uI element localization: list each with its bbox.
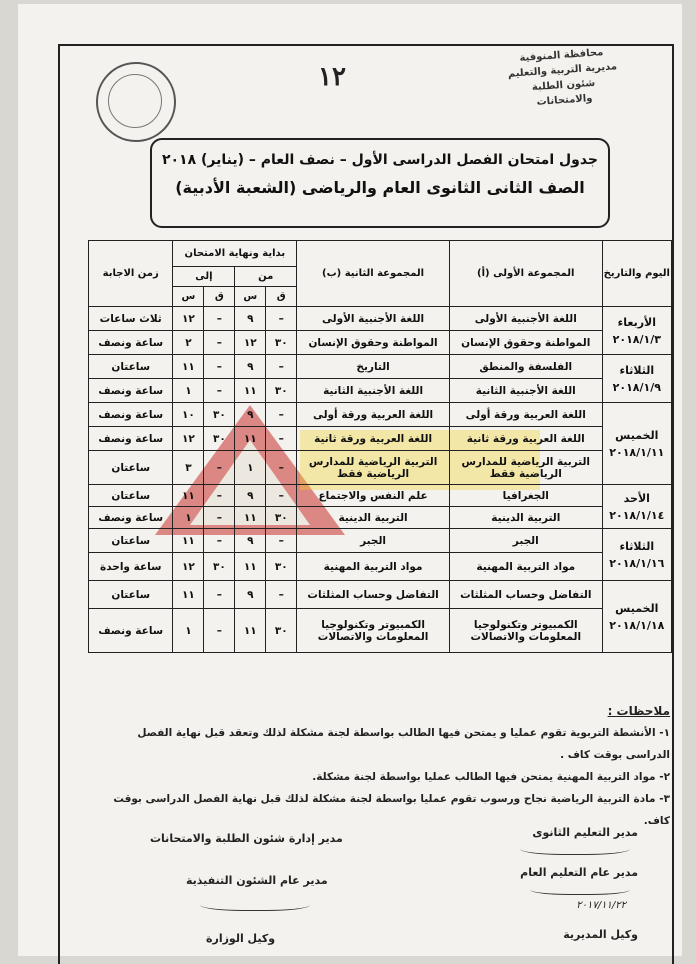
group2-subject: الكمبيوتر وتكنولوجيا المعلومات والاتصالات	[297, 609, 450, 653]
note-item-2: ٢- مواد التربية المهنية يمتحن فيها الطالب عمليا بواسطة لجنة مشكلة.	[312, 771, 670, 783]
day-cell	[602, 485, 671, 529]
day-cell	[602, 529, 671, 581]
to-minute: ٣٠	[204, 403, 235, 427]
group2-subject: علم النفس والاجتماع	[297, 485, 450, 507]
to-hour: ١١	[173, 581, 204, 609]
day-date: ٢٠١٨/١/٩	[612, 380, 661, 394]
group1-subject: التربية الرياضية للمدارس الرياضية فقط	[449, 451, 602, 485]
handwritten-signature-icon	[200, 896, 310, 911]
header-from-minute: ق	[266, 287, 297, 307]
from-hour: ٩	[235, 485, 266, 507]
duration: ساعة ونصف	[89, 331, 173, 355]
duration: ساعة ونصف	[89, 379, 173, 403]
seal-inner-ring	[108, 74, 162, 128]
group1-subject: الفلسفة والمنطق	[449, 355, 602, 379]
day-date: ٢٠١٨/١/١٤	[609, 508, 665, 522]
to-hour: ١٢	[173, 553, 204, 581]
to-minute: –	[204, 609, 235, 653]
group1-subject: اللغة العربية ورقة ثانية	[449, 427, 602, 451]
day-cell	[602, 581, 671, 653]
day-name: الثلاثاء	[619, 363, 655, 377]
official-seal-stamp	[96, 62, 176, 142]
table-row	[89, 609, 672, 653]
duration: ساعتان	[89, 529, 173, 553]
handwritten-signature-icon	[530, 882, 630, 895]
duration: ساعة ونصف	[89, 403, 173, 427]
header-to-minute: ق	[204, 287, 235, 307]
from-hour: ١٢	[235, 331, 266, 355]
from-minute: ٣٠	[266, 331, 297, 355]
to-minute: –	[204, 331, 235, 355]
day-name: الخميس	[615, 601, 659, 615]
to-hour: ١٢	[173, 307, 204, 331]
from-hour: ٩	[235, 581, 266, 609]
day-date: ٢٠١٨/١/١٨	[609, 618, 665, 632]
to-minute: –	[204, 507, 235, 529]
header-to-hour: س	[173, 287, 204, 307]
day-name: الخميس	[615, 428, 659, 442]
table-row	[89, 427, 672, 451]
group2-subject: التربية الرياضية للمدارس الرياضية فقط	[297, 451, 450, 485]
group2-subject: الجبر	[297, 529, 450, 553]
duration: ساعة ونصف	[89, 507, 173, 529]
to-minute: ٣٠	[204, 553, 235, 581]
from-minute: –	[266, 427, 297, 451]
to-minute: –	[204, 581, 235, 609]
day-date: ٢٠١٨/١/١٦	[609, 556, 665, 570]
table-row	[89, 581, 672, 609]
to-hour: ١	[173, 507, 204, 529]
exam-schedule-table	[88, 240, 672, 653]
signature-directorate-deputy: وكيل المديرية	[563, 928, 638, 941]
day-name: الأربعاء	[617, 315, 656, 329]
duration: ساعة واحدة	[89, 553, 173, 581]
to-hour: ٢	[173, 331, 204, 355]
from-hour: ١	[235, 451, 266, 485]
signature-executive-affairs-director: مدير عام الشئون التنفيذية	[186, 874, 328, 887]
from-minute: –	[266, 307, 297, 331]
table-row	[89, 529, 672, 553]
group1-subject: المواطنة وحقوق الإنسان	[449, 331, 602, 355]
handwritten-date: ٢٠١٧/١١/٢٢	[576, 900, 626, 911]
day-date: ٢٠١٨/١/٣	[612, 332, 661, 346]
table-row	[89, 553, 672, 581]
table-row	[89, 485, 672, 507]
header-group1: المجموعة الأولى (أ)	[449, 241, 602, 307]
day-name: الثلاثاء	[619, 539, 655, 553]
day-cell	[602, 355, 671, 403]
to-minute: –	[204, 485, 235, 507]
to-hour: ١٠	[173, 403, 204, 427]
duration: ساعتان	[89, 485, 173, 507]
header-group2: المجموعة الثانية (ب)	[297, 241, 450, 307]
note-item-3: ٣- مادة التربية الرياضية نجاح ورسوب تقوم عمليا بواسطة لجنة مشكلة لذلك قبل نهاية الفصل الدراسى بوقت كاف.	[113, 793, 670, 827]
to-minute: –	[204, 355, 235, 379]
from-minute: ٣٠	[266, 507, 297, 529]
table-row	[89, 403, 672, 427]
header-line-3: شئون الطلبة والامتحانات	[531, 77, 596, 108]
header-day-date: اليوم والتاريخ	[602, 241, 671, 307]
to-hour: ١١	[173, 485, 204, 507]
day-cell	[602, 307, 671, 355]
group1-subject: التربية الدينية	[449, 507, 602, 529]
from-hour: ٩	[235, 529, 266, 553]
note-item-1: ١- الأنشطة التربوية تقوم عمليا و يمتحن فيها الطالب بواسطة لجنة مشكلة لذلك وتعقد قبل نهاية الفصل الدراسى بوقت كاف .	[137, 727, 670, 761]
from-hour: ١١	[235, 609, 266, 653]
from-minute: –	[266, 355, 297, 379]
to-hour: ١	[173, 379, 204, 403]
header-to: إلى	[173, 267, 235, 287]
to-minute: –	[204, 529, 235, 553]
from-minute: –	[266, 451, 297, 485]
header-from: من	[235, 267, 297, 287]
from-hour: ١١	[235, 427, 266, 451]
from-minute: ٣٠	[266, 609, 297, 653]
signature-student-affairs-director: مدير إدارة شئون الطلبة والامتحانات	[150, 832, 343, 845]
exam-schedule-title: جدول امتحان الفصل الدراسى الأول – نصف العام – (يناير) ٢٠١٨	[161, 152, 599, 168]
group1-subject: اللغة العربية ورقة أولى	[449, 403, 602, 427]
group2-subject: التاريخ	[297, 355, 450, 379]
from-hour: ١١	[235, 507, 266, 529]
notes-title: ملاحظات :	[607, 704, 670, 718]
notes-section	[90, 700, 670, 832]
group2-subject: اللغة العربية ورقة أولى	[297, 403, 450, 427]
group1-subject: اللغة الأجنبية الأولى	[449, 307, 602, 331]
group1-subject: مواد التربية المهنية	[449, 553, 602, 581]
group2-subject: التربية الدينية	[297, 507, 450, 529]
page-number: ١٢	[318, 62, 346, 92]
from-hour: ٩	[235, 355, 266, 379]
table-row	[89, 331, 672, 355]
group1-subject: التفاضل وحساب المثلثات	[449, 581, 602, 609]
header-line-1: محافظة المنوفية	[519, 47, 604, 64]
duration: ثلاث ساعات	[89, 307, 173, 331]
to-hour: ٣	[173, 451, 204, 485]
duration: ساعتان	[89, 355, 173, 379]
group2-subject: مواد التربية المهنية	[297, 553, 450, 581]
from-minute: –	[266, 529, 297, 553]
table-row	[89, 379, 672, 403]
header-line-2: مديرية التربية والتعليم	[507, 61, 618, 80]
to-minute: –	[204, 307, 235, 331]
table-row	[89, 355, 672, 379]
group1-subject: اللغة الأجنبية الثانية	[449, 379, 602, 403]
duration: ساعتان	[89, 581, 173, 609]
to-minute: –	[204, 451, 235, 485]
to-minute: ٣٠	[204, 427, 235, 451]
day-name: الأحد	[623, 491, 650, 505]
to-hour: ١٢	[173, 427, 204, 451]
group1-subject: الجبر	[449, 529, 602, 553]
signature-ministry-deputy: وكيل الوزارة	[206, 932, 276, 945]
from-hour: ١١	[235, 379, 266, 403]
from-minute: –	[266, 403, 297, 427]
to-hour: ١١	[173, 355, 204, 379]
table-row	[89, 507, 672, 529]
signature-general-education-director: مدير عام التعليم العام	[520, 866, 638, 879]
day-cell	[602, 403, 671, 485]
table-row	[89, 307, 672, 331]
group1-subject: الجغرافيا	[449, 485, 602, 507]
to-hour: ١١	[173, 529, 204, 553]
from-hour: ٩	[235, 403, 266, 427]
from-minute: –	[266, 485, 297, 507]
grade-subtitle: الصف الثانى الثانوى العام والرياضى (الشعبة الأدبية)	[175, 178, 585, 197]
from-minute: –	[266, 581, 297, 609]
from-minute: ٣٠	[266, 379, 297, 403]
to-hour: ١	[173, 609, 204, 653]
from-hour: ١١	[235, 553, 266, 581]
from-minute: ٣٠	[266, 553, 297, 581]
from-hour: ٩	[235, 307, 266, 331]
title-box	[150, 138, 610, 228]
header-time-range: بداية ونهاية الامتحان	[173, 241, 297, 267]
group2-subject: المواطنة وحقوق الإنسان	[297, 331, 450, 355]
duration: ساعتان	[89, 451, 173, 485]
signature-secondary-director: مدير التعليم الثانوى	[532, 826, 638, 839]
group1-subject: الكمبيوتر وتكنولوجيا المعلومات والاتصالات	[449, 609, 602, 653]
header-from-hour: س	[235, 287, 266, 307]
day-date: ٢٠١٨/١/١١	[609, 445, 665, 459]
group2-subject: اللغة العربية ورقة ثانية	[297, 427, 450, 451]
table-row	[89, 451, 672, 485]
directorate-header	[502, 44, 624, 112]
duration: ساعة ونصف	[89, 609, 173, 653]
duration: ساعة ونصف	[89, 427, 173, 451]
header-duration: زمن الاجابة	[89, 241, 173, 307]
to-minute: –	[204, 379, 235, 403]
handwritten-signature-icon	[520, 840, 630, 855]
group2-subject: اللغة الأجنبية الثانية	[297, 379, 450, 403]
group2-subject: اللغة الأجنبية الأولى	[297, 307, 450, 331]
group2-subject: التفاضل وحساب المثلثات	[297, 581, 450, 609]
